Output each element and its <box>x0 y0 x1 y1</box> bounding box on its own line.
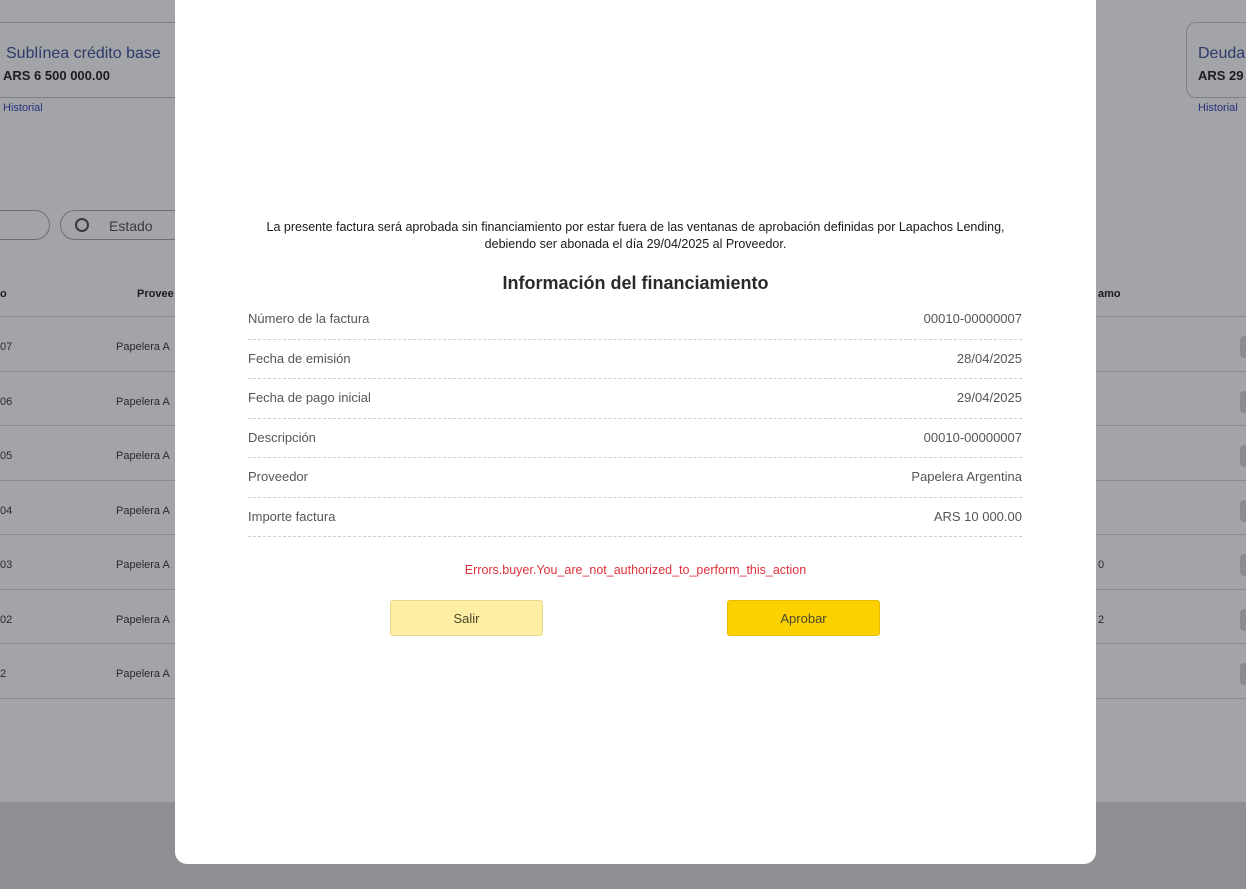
info-label: Importe factura <box>248 508 336 524</box>
approval-modal <box>175 0 1096 864</box>
table-cell-proveedor: Papelera A <box>116 559 170 571</box>
info-value: 00010-00000007 <box>923 429 1022 445</box>
table-row-action-button[interactable] <box>1240 445 1246 467</box>
info-label: Descripción <box>248 429 316 445</box>
salir-button[interactable]: Salir <box>390 600 543 636</box>
table-cell-proveedor: Papelera A <box>116 341 170 353</box>
info-list <box>248 300 1022 537</box>
card-sublinea-value: ARS 6 500 000.00 <box>3 68 110 83</box>
notice-line-2: debiendo ser abonada el día 29/04/2025 al Proveedor. <box>484 237 787 251</box>
card-deuda-title: Deuda <box>1198 45 1246 62</box>
info-value: Papelera Argentina <box>911 469 1022 484</box>
info-value: 28/04/2025 <box>956 350 1022 366</box>
info-label: Número de la factura <box>248 311 370 326</box>
info-value: 29/04/2025 <box>956 390 1022 405</box>
table-cell-number: 07 <box>0 341 13 353</box>
info-label: Fecha de emisión <box>248 350 351 366</box>
table-cell-proveedor: Papelera A <box>116 395 170 408</box>
table-cell-proveedor: Papelera A <box>116 450 170 462</box>
card-sublinea-title: Sublínea crédito base <box>6 45 161 62</box>
table-cell-number: 03 <box>0 559 13 571</box>
table-cell-proveedor: Papelera A <box>116 613 170 626</box>
info-label: Proveedor <box>248 469 308 484</box>
table-row-action-button[interactable] <box>1240 663 1246 685</box>
table-cell-proveedor: Papelera A <box>116 668 170 680</box>
table-cell-number: 05 <box>0 450 13 462</box>
historial-link-right[interactable]: Historial <box>1198 102 1238 114</box>
table-header-col-a: o <box>0 288 7 300</box>
table-cell-number: 06 <box>0 395 13 408</box>
table-cell-number: 02 <box>0 613 13 626</box>
circle-icon <box>75 218 89 232</box>
approval-notice <box>175 219 1096 253</box>
info-value: 00010-00000007 <box>923 311 1022 326</box>
table-row-action-button[interactable] <box>1240 554 1246 576</box>
estado-filter-button[interactable] <box>60 210 190 240</box>
table-cell-amount: 0 <box>1098 559 1105 571</box>
search-filter-input[interactable] <box>0 210 50 240</box>
info-row-descripcion <box>248 419 1022 459</box>
info-row-proveedor <box>248 458 1022 498</box>
table-header-col-right: amo <box>1098 288 1121 300</box>
table-cell-proveedor: Papelera A <box>116 504 170 517</box>
info-value: ARS 10 000.00 <box>933 508 1022 524</box>
info-row-fecha-pago <box>248 379 1022 419</box>
table-cell-amount: 2 <box>1098 613 1105 626</box>
table-cell-number: 2 <box>0 668 7 680</box>
table-cell-number: 04 <box>0 504 13 517</box>
notice-line-1: La presente factura será aprobada sin financiamiento por estar fuera de las ventanas de aprobación definidas por Lapachos Lending, <box>266 220 1005 234</box>
info-title: Información del financiamiento <box>502 273 769 293</box>
error-message: Errors.buyer.You_are_not_authorized_to_perform_this_action <box>464 563 807 577</box>
table-row-action-button[interactable] <box>1240 391 1246 413</box>
estado-filter-label: Estado <box>109 218 153 234</box>
historial-link-left[interactable]: Historial <box>3 102 43 114</box>
info-label: Fecha de pago inicial <box>248 390 371 405</box>
info-row-importe <box>248 498 1022 538</box>
info-row-numero-factura <box>248 300 1022 340</box>
aprobar-button[interactable]: Aprobar <box>727 600 880 636</box>
table-row-action-button[interactable] <box>1240 609 1246 631</box>
card-deuda-value: ARS 29 <box>1198 68 1244 83</box>
table-row-action-button[interactable] <box>1240 336 1246 358</box>
table-header-proveedor: Provee <box>137 288 174 300</box>
info-row-fecha-emision <box>248 340 1022 380</box>
table-row-action-button[interactable] <box>1240 500 1246 522</box>
